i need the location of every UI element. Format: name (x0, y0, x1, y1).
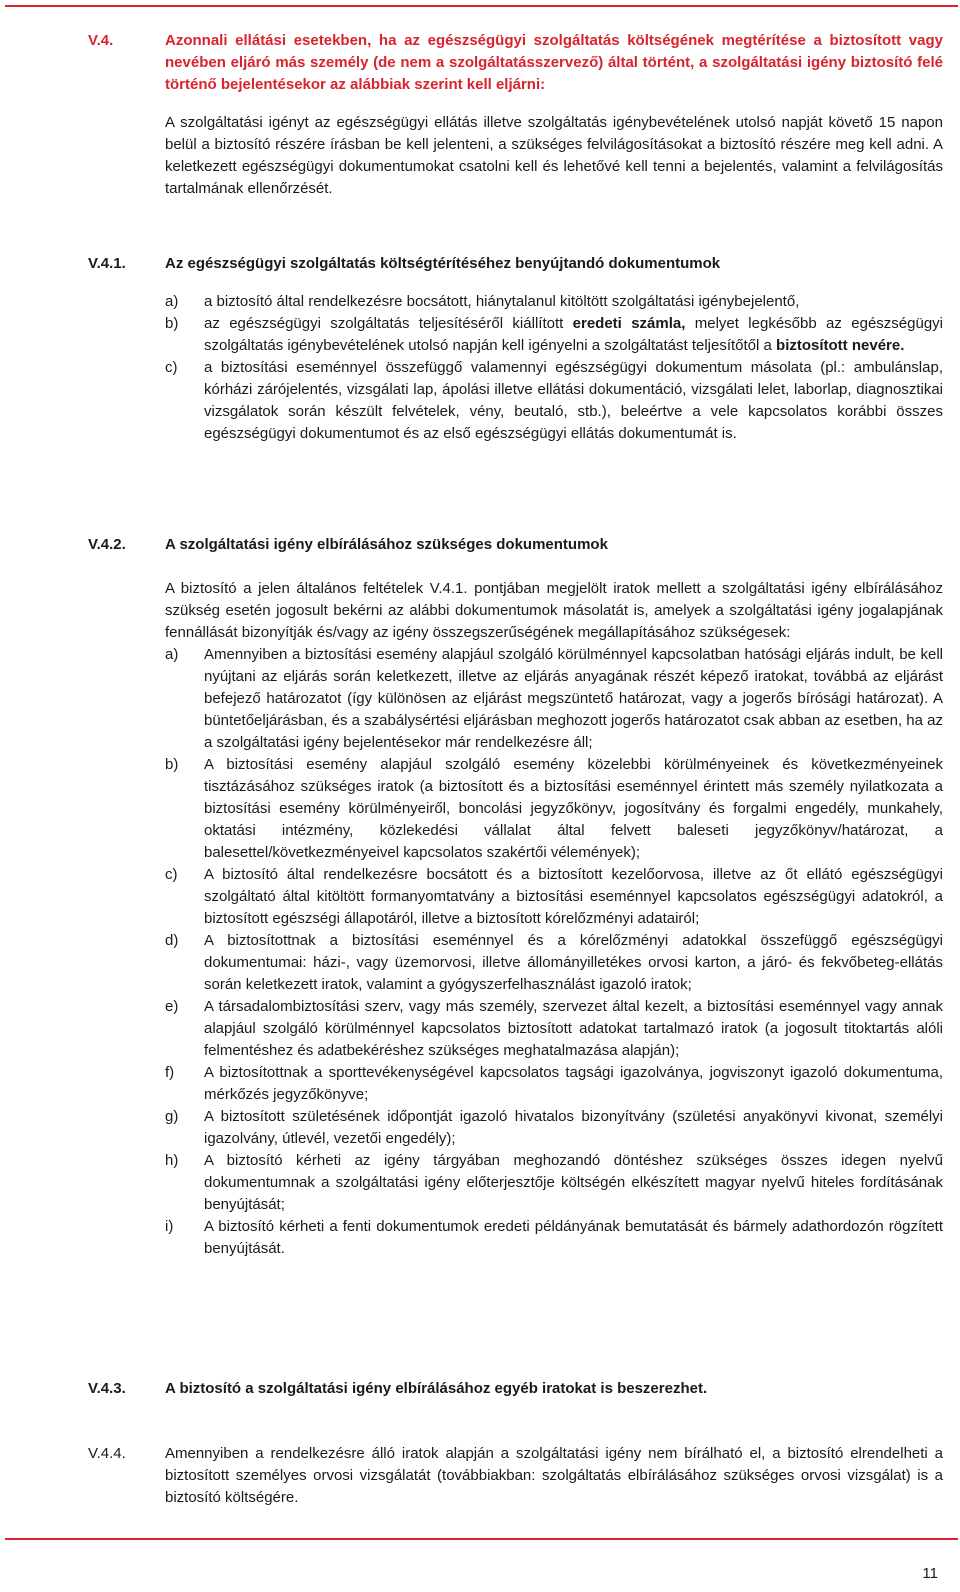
list-text: A biztosítottnak a sporttevékenységével kapcsolatos tagsági igazolványa, jogviszonyt igazoló dokumentuma, mérkőzés jegyzőkönyve; (204, 1064, 943, 1103)
list-label: c) (165, 359, 178, 376)
list-label: i) (165, 1218, 174, 1235)
list-label: g) (165, 1108, 179, 1125)
top-rule (5, 5, 958, 7)
list-label: d) (165, 932, 179, 949)
list-item (165, 291, 943, 313)
list-label: a) (165, 646, 179, 663)
list-label: a) (165, 293, 179, 310)
section-body: A szolgáltatási igényt az egészségügyi ellátás illetve szolgáltatás igénybevételének utolsó napját követő 15 napon belül a biztosító részére írásban be kell jelenteni, a szükséges felvilágosításokat a biztosító részére meg kell adni. A keletkezett egészségügyi dokumentumokat csatolni kell és lehetővé kell tenni a bejelentés, valamint a felvilágosítás tartalmának ellenőrzését. (165, 114, 943, 197)
list-text: A biztosító kérheti a fenti dokumentumok eredeti példányának bemutatását és bármely adathordozón rögzített benyújtását. (204, 1218, 943, 1257)
section-heading: A biztosító a szolgáltatási igény elbírálásához egyéb iratokat is beszerezhet. (165, 1380, 708, 1397)
list-item (165, 1150, 943, 1216)
list-item (165, 357, 943, 445)
list-text: a biztosítási eseménnyel összefüggő valamennyi egészségügyi dokumentum másolata (pl.: ambulánslap, kórházi zárójelentés, vizsgálati lap, ápolási illetve ellátási dokumentáció, vizsgálati lelet, laborlap, diagnosztikai vizsgálatok során készült felvételek, vény, beutaló, stb.), beleértve a vele kapcsolatos korábbi összes egészségügyi dokumentumot és az első egészségügyi ellátás dokumentumát is. (204, 359, 943, 442)
list-text-part: melyet legkésőbb az egészségügyi szolgáltatás igénybevételének utolsó napján kell igényelni a szolgáltatást teljesítőtől a (204, 315, 943, 354)
section-number: V.4.3. (88, 1380, 126, 1397)
section-number: V.4.2. (88, 536, 126, 553)
list-item (165, 1062, 943, 1106)
list-item (165, 313, 943, 357)
section-heading: A szolgáltatási igény elbírálásához szükséges dokumentumok (165, 536, 608, 553)
list-item (165, 864, 943, 930)
list-label: c) (165, 866, 178, 883)
list-label: h) (165, 1152, 179, 1169)
list-item (165, 1106, 943, 1150)
section-number: V.4. (88, 32, 114, 49)
emphasis-original-invoice: eredeti számla, (572, 315, 686, 332)
section-intro: A biztosító a jelen általános feltételek V.4.1. pontjában megjelölt iratok mellett a szolgáltatási igény elbírálásához szükség esetén jogosult bekérni az alábbi dokumentumok másolatát is, amelyek a szolgáltatási igény jogalapjának fennállását bizonyítják és/vagy az igény összegszerűségének megállapításához szükségesek: (165, 580, 943, 641)
list-item (165, 930, 943, 996)
section-heading: Az egészségügyi szolgáltatás költségtérítéséhez benyújtandó dokumentumok (165, 255, 721, 272)
page-number: 11 (922, 1565, 938, 1582)
list-text: Amennyiben a biztosítási esemény alapjául szolgáló körülménnyel kapcsolatban hatósági eljárás indult, be kell nyújtani az eljárás során keletkezett, illetve az eljárás anyagának részét képező iratokat, továbbá az eljárást befejező határozatot (így különösen az eljárást megszüntető határozat, vagy a jogerős bírósági határozat). A büntetőeljárásban, és a szabálysértési eljárásban meghozott jogerős határozatot csak abban az esetben, ha az a szolgáltatási igény bejelentésekor már rendelkezésre áll; (204, 646, 943, 751)
list-item (165, 996, 943, 1062)
document-list (165, 291, 943, 445)
list-text: A biztosító kérheti az igény tárgyában meghozandó döntéshez szükséges összes idegen nyelvű dokumentumnak a szolgáltatási igény előterjesztője költségén elkészített magyar nyelvű hiteles fordításának benyújtását; (204, 1152, 943, 1213)
list-text-part: az egészségügyi szolgáltatás teljesítéséről kiállított (204, 315, 573, 332)
section-heading: Azonnali ellátási esetekben, ha az egészségügyi szolgáltatás költségének megtérítése a biztosított vagy nevében eljáró más személy (de nem a szolgáltatásszervező) által történt, a szolgáltatási igény biztosító felé történő bejelentésekor az alábbiak szerint kell eljárni: (165, 32, 943, 93)
document-list (165, 644, 943, 1260)
section-number: V.4.1. (88, 255, 126, 272)
list-label: b) (165, 315, 179, 332)
list-text: A biztosítási esemény alapjául szolgáló esemény közelebbi körülményeinek és következményeinek tisztázásához szükséges iratok (a biztosított és a biztosítási eseménnyel érintett más személy nyilatkozata a biztosítási esemény körülményeiről, boncolási jegyzőkönyv, jogosítvány és forgalmi engedély, munkahely, oktatási intézmény, közlekedési vállalat által felvett baleseti jegyzőkönyv/határozat, a balesettel/következményeivel kapcsolatos szakértői vélemények); (204, 756, 943, 861)
list-text: A társadalombiztosítási szerv, vagy más személy, szervezet által kezelt, a biztosítási eseménnyel vagy annak alapjául szolgáló körülménnyel kapcsolatos biztosított adatokat tartalmazó iratok (a jogosult titoktartás alóli felmentéshez és adatbekéréshez szükséges meghatalmazása alapján); (204, 998, 943, 1059)
list-label: e) (165, 998, 179, 1015)
list-item (165, 754, 943, 864)
list-text: A biztosítottnak a biztosítási eseménnyel és a kórelőzményi adatokkal összefüggő egészségügyi dokumentumai: házi-, vagy üzemorvosi, illetve állományilletékes orvosi karton, a járó- és fekvőbeteg-ellátás során keletkezett iratok, valamint a gyógyszerfelhasználást igazoló iratok; (204, 932, 943, 993)
list-text: A biztosító által rendelkezésre bocsátott és a biztosított kezelőorvosa, illetve az őt ellátó egészségügyi szolgáltató által kitöltött formanyomtatvány a biztosítási eseménnyel kapcsolatos egészségügyi adatokról, a biztosított egészségi állapotáról, illetve a biztosított kórelőzményi adatairól; (204, 866, 943, 927)
emphasis-insured-name: biztosított nevére. (776, 337, 905, 354)
list-text: a biztosító által rendelkezésre bocsátott, hiánytalanul kitöltött szolgáltatási igénybejelentő, (204, 293, 800, 310)
list-item (165, 1216, 943, 1260)
section-body: Amennyiben a rendelkezésre álló iratok alapján a szolgáltatási igény nem bírálható el, a biztosító elrendelheti a biztosított személyes orvosi vizsgálatát (továbbiakban: szolgáltatás elbírálásához szükséges orvosi vizsgálat) is a biztosító költségére. (165, 1445, 943, 1506)
bottom-rule (5, 1538, 958, 1540)
list-label: f) (165, 1064, 175, 1081)
list-item (165, 644, 943, 754)
list-label: b) (165, 756, 179, 773)
section-number: V.4.4. (88, 1445, 126, 1462)
list-text: A biztosított születésének időpontját igazoló hivatalos bizonyítvány (születési anyakönyvi kivonat, személyi igazolvány, útlevél, vezetői engedély); (204, 1108, 943, 1147)
